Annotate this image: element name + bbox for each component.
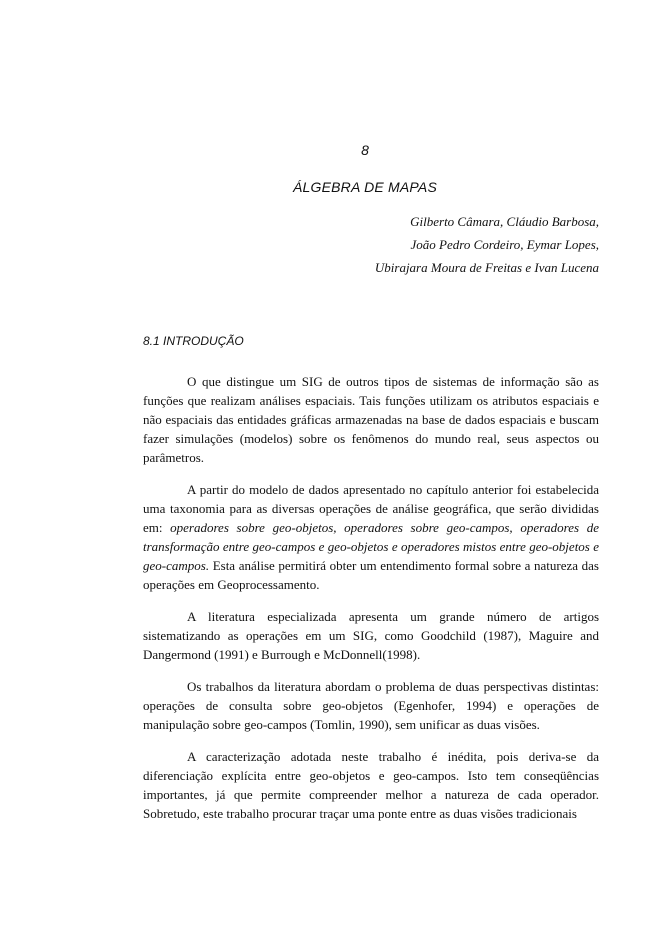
chapter-title: ÁLGEBRA DE MAPAS xyxy=(292,179,438,195)
paragraph-text: A partir do modelo de dados apresentado no capítulo anterior foi estabelecida uma taxonomia para as diversas operações de análise geográfica, que serão divididas em: xyxy=(143,482,599,535)
author-line: João Pedro Cordeiro, Eymar Lopes, xyxy=(410,237,599,252)
author-line: Ubirajara Moura de Freitas e Ivan Lucena xyxy=(374,260,599,275)
chapter-number: 8 xyxy=(361,142,369,158)
paragraph: O que distingue um SIG de outros tipos de sistemas de informação são as funções que realizam análises espaciais. Tais funções utilizam os atributos espaciais e não espaciais das entidades gráficas armazenadas na base de dados espaciais e buscam fazer simulações (modelos) sobre os fenômenos do mundo real, seus aspectos ou parâmetros. xyxy=(143,374,599,465)
section-heading: 8.1 INTRODUÇÃO xyxy=(143,334,244,348)
paragraph: Os trabalhos da literatura abordam o problema de duas perspectivas distintas: operações de consulta sobre geo-objetos (Egenhofer, 1994) e operações de manipulação sobre geo-campos (Tomlin, 1990), sem unificar as duas visões. xyxy=(143,679,599,732)
paragraph: A literatura especializada apresenta um grande número de artigos sistematizando as operações em um SIG, como Goodchild (1987), Maguire and Dangermond (1991) e Burrough e McDonnell(1998). xyxy=(143,609,599,662)
author-list xyxy=(375,210,599,279)
body-text xyxy=(143,372,599,836)
author-line: Gilberto Câmara, Cláudio Barbosa, xyxy=(410,214,599,229)
paragraph-emphasis: operadores sobre geo-objetos, operadores sobre geo-campos, operadores de transformação entre geo-campos e geo-objetos e operadores mistos entre geo-objetos e geo-campos. xyxy=(143,520,599,573)
paragraph-text: Esta análise permitirá obter um entendimento formal sobre a natureza das operações em Geoprocessamento. xyxy=(143,558,599,592)
paragraph: A caracterização adotada neste trabalho é inédita, pois deriva-se da diferenciação explícita entre geo-objetos e geo-campos. Isto tem conseqüências importantes, já que permite compreender melhor a natureza de cada operador. Sobretudo, este trabalho procurar traçar uma ponte entre as duas visões tradicionais xyxy=(143,749,599,821)
paragraph xyxy=(143,480,599,594)
